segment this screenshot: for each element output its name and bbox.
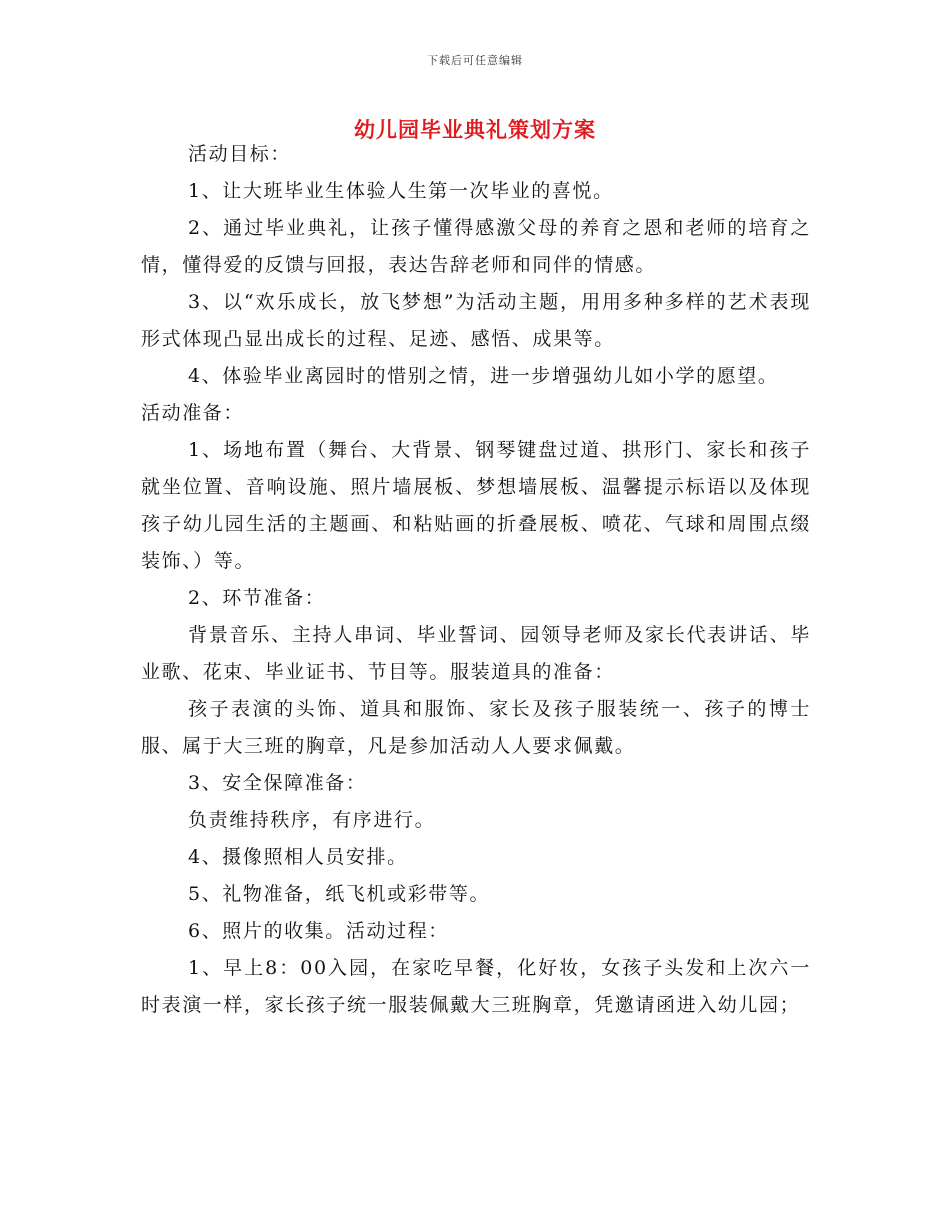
prep-costume-detail: 孩子表演的头饰、道具和服饰、家长及孩子服装统一、孩子的博士服、属于大三班的胸章，凡是参加活动人人要求佩戴。 xyxy=(141,698,811,757)
header-note: 下载后可任意编辑 xyxy=(427,54,523,67)
document-body xyxy=(141,136,811,1024)
goal-item-2: 2、通过毕业典礼，让孩子懂得感激父母的养育之恩和老师的培育之情，懂得爱的反馈与回报，表达告辞老师和同伴的情感。 xyxy=(141,217,811,276)
prep-item-5: 5、礼物准备，纸飞机或彩带等。 xyxy=(188,883,491,905)
prep-item-2: 2、环节准备： xyxy=(188,587,326,609)
goal-item-3: 3、以“欢乐成长，放飞梦想”为活动主题，用用多种多样的艺术表现形式体现凸显出成长的过程、足迹、感悟、成果等。 xyxy=(141,291,811,350)
process-item-1: 1、早上8：00入园，在家吃早餐，化好妆，女孩子头发和上次六一时表演一样，家长孩子统一服装佩戴大三班胸章，凭邀请函进入幼儿园； xyxy=(141,957,811,1016)
prep-item-1: 1、场地布置（舞台、大背景、钢琴键盘过道、拱形门、家长和孩子就坐位置、音响设施、照片墙展板、梦想墙展板、温馨提示标语以及体现孩子幼儿园生活的主题画、和粘贴画的折叠展板、喷花、气球和周围点缀装饰、）等。 xyxy=(141,439,811,572)
prep-item-3: 3、安全保障准备： xyxy=(188,772,367,794)
prep-item-6: 6、照片的收集。活动过程： xyxy=(188,920,449,942)
section-heading-preparation: 活动准备： xyxy=(141,402,245,424)
section-heading-goals: 活动目标： xyxy=(188,143,292,165)
goal-item-1: 1、让大班毕业生体验人生第一次毕业的喜悦。 xyxy=(188,180,614,202)
prep-item-2-detail: 背景音乐、主持人串词、毕业誓词、园领导老师及家长代表讲话、毕业歌、花束、毕业证书、节目等。服装道具的准备： xyxy=(141,624,811,683)
document-title: 幼儿园毕业典礼策划方案 xyxy=(354,117,596,142)
goal-item-4: 4、体验毕业离园时的惜别之情，进一步增强幼儿如小学的愿望。 xyxy=(188,365,779,387)
prep-item-3-detail: 负责维持秩序，有序进行。 xyxy=(188,809,436,831)
prep-item-4: 4、摄像照相人员安排。 xyxy=(188,846,408,868)
